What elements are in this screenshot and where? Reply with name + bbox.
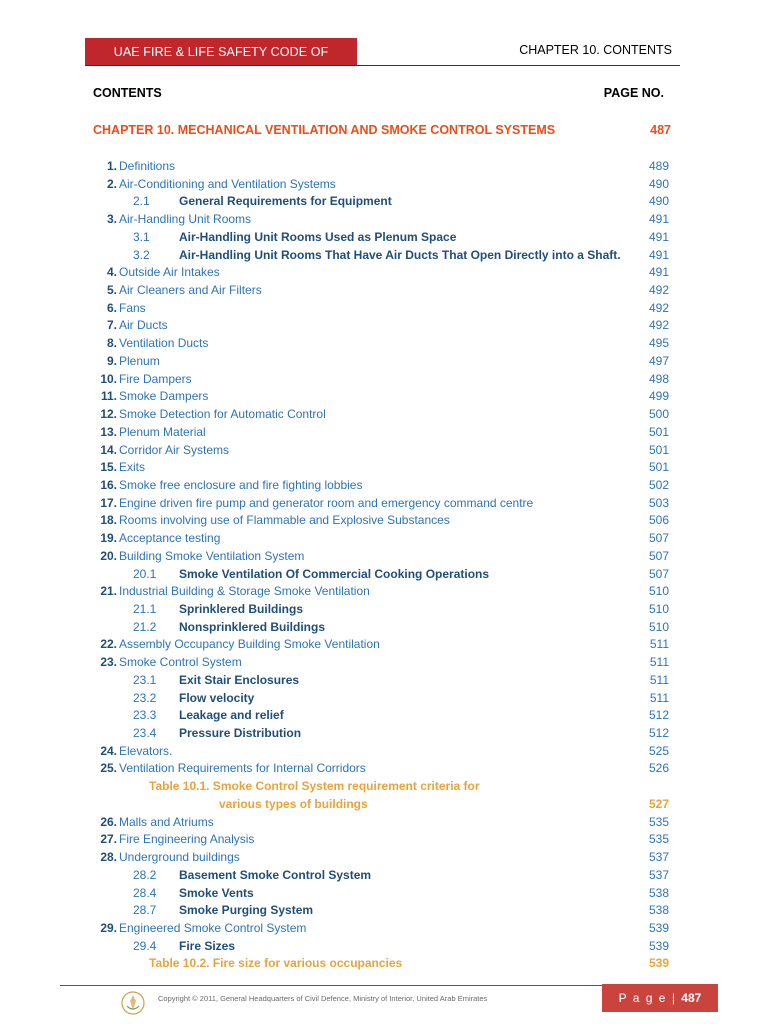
toc-entry-title: Corridor Air Systems (119, 442, 230, 457)
toc-entry-number: 19. (100, 531, 117, 546)
toc-entry-title: Air-Conditioning and Ventilation Systems (119, 176, 336, 191)
toc-entry-number: 21.2 (133, 619, 157, 634)
toc-entry-number: 29.4 (133, 938, 157, 953)
toc-entry-number: 27. (100, 832, 117, 847)
toc-entry[interactable] (93, 443, 669, 460)
toc-entry-number: 17. (100, 495, 117, 510)
toc-entry[interactable] (93, 283, 669, 300)
toc-entry-page: 511 (649, 672, 669, 687)
toc-entry-page: 492 (648, 318, 669, 333)
toc-entry-page: 525 (648, 743, 669, 758)
toc-entry[interactable] (93, 673, 669, 690)
toc-entry[interactable] (93, 939, 669, 956)
toc-entry-title: Fire Sizes (179, 938, 236, 953)
toc-entry[interactable] (93, 531, 669, 548)
toc-entry-title: Definitions (119, 159, 176, 173)
toc-entry[interactable] (93, 407, 669, 424)
toc-entry-page: 495 (648, 336, 669, 351)
toc-entry[interactable] (93, 248, 669, 265)
toc-entry-number: 12. (100, 407, 117, 422)
toc-entry-title: Underground buildings (119, 850, 240, 865)
toc-entry-number: 3. (106, 212, 117, 227)
toc-entry-number: 24. (100, 743, 117, 758)
toc-entry[interactable] (93, 318, 669, 335)
toc-entry[interactable] (93, 691, 669, 708)
toc-entry[interactable] (93, 194, 669, 211)
toc-entry-number: 3.2 (133, 247, 150, 262)
toc-entry-title: Fans (119, 300, 146, 315)
toc-entry[interactable] (93, 567, 669, 584)
toc-entry-number: 23.2 (133, 690, 157, 705)
toc-entry[interactable] (93, 620, 669, 637)
toc-entry-page: 490 (648, 194, 669, 209)
toc-entry-page: 501 (648, 460, 669, 475)
toc-entry-number: 23.4 (133, 726, 157, 741)
toc-entry-number: 10. (100, 371, 117, 386)
toc-entry-title: Smoke Detection for Automatic Control (119, 407, 326, 422)
toc-entry[interactable] (93, 903, 669, 920)
toc-entry-page: 512 (648, 726, 669, 741)
toc-entry-number: 6. (106, 300, 117, 315)
toc-entry-page: 510 (648, 584, 669, 599)
toc-entry[interactable] (93, 602, 669, 619)
toc-entry-title: Air-Handling Unit Rooms (119, 212, 252, 227)
chapter-heading[interactable] (93, 123, 671, 137)
toc-entry-title: Acceptance testing (119, 531, 221, 546)
toc-entry[interactable] (93, 478, 669, 495)
toc-entry-title: Exit Stair Enclosures (179, 672, 300, 687)
toc-entry-page: 507 (648, 531, 669, 546)
toc-entry-title: General Requirements for Equipment (179, 194, 392, 209)
toc-entry[interactable] (93, 584, 669, 601)
toc-entry-title: Table 10.1. Smoke Control System requirement criteria for (149, 779, 480, 794)
toc-entry[interactable] (93, 761, 669, 778)
toc-entry-number: 23.3 (133, 708, 157, 723)
toc-entry-page: 539 (648, 956, 669, 971)
toc-entry-page: 503 (648, 495, 669, 510)
toc-entry-number: 23. (100, 655, 117, 670)
toc-entry-page: 527 (648, 796, 669, 811)
toc-entry[interactable] (93, 868, 669, 885)
toc-entry[interactable] (93, 744, 669, 761)
toc-entry-number: 28.2 (133, 867, 157, 882)
toc-entry-title: Air Ducts (119, 318, 168, 333)
toc-entry-title: Ventilation Ducts (119, 336, 209, 351)
toc-entry-title: Building Smoke Ventilation System (119, 548, 305, 563)
toc-entry-page: 491 (648, 247, 669, 262)
toc-entry[interactable] (93, 496, 669, 513)
toc-entry-page: 535 (648, 814, 669, 829)
chapter-page: 487 (650, 123, 671, 137)
toc-entry-number: 7. (106, 318, 117, 333)
toc-entry-number: 26. (100, 814, 117, 829)
toc-entry-title: Table 10.2. Fire size for various occupancies (149, 956, 403, 971)
toc-entry[interactable] (93, 230, 669, 247)
toc-entry[interactable] (93, 708, 669, 725)
toc-entry-number: 21. (100, 584, 117, 599)
toc-entry-page: 535 (648, 832, 669, 847)
toc-entry[interactable] (93, 212, 669, 229)
chapter-label: CHAPTER 10. CONTENTS (519, 43, 672, 57)
toc-entry-page: 490 (648, 176, 669, 191)
toc-entry-number: 20. (100, 548, 117, 563)
toc-entry-page: 511 (649, 637, 669, 652)
toc-entry-title: Sprinklered Buildings (179, 602, 304, 616)
toc-entry-number: 2. (106, 176, 117, 191)
toc-entry[interactable] (93, 354, 669, 371)
toc-entry[interactable] (93, 655, 669, 672)
toc-entry-title: Smoke Purging System (179, 903, 314, 918)
toc-entry-page: 491 (648, 212, 669, 227)
toc-entry-page: 538 (648, 903, 669, 918)
toc-entry-page: 501 (648, 424, 669, 439)
page-number: 487 (681, 991, 702, 1005)
toc-entry-page: 537 (648, 850, 669, 865)
toc-entry-page: 526 (648, 761, 669, 776)
toc-entry-title: Rooms involving use of Flammable and Explosive Substances (119, 513, 450, 528)
toc-entry-number: 18. (100, 513, 117, 528)
toc-entry-page: 497 (648, 353, 669, 368)
toc-entry-number: 14. (100, 442, 117, 457)
toc-entry-title: Ventilation Requirements for Internal Corridors (119, 761, 366, 776)
toc-entry-page: 506 (648, 513, 669, 528)
toc-entry-page: 489 (648, 159, 669, 173)
toc-entry-page: 510 (648, 602, 669, 616)
copyright-text: Copyright © 2011, General Headquarters of Civil Defence, Ministry of Interior, United Arab Emirates (158, 994, 488, 1003)
toc-entry-number: 16. (100, 477, 117, 492)
toc-entry-number: 1. (106, 159, 117, 173)
page-no-heading: PAGE NO. (603, 86, 664, 100)
column-headings (93, 86, 664, 100)
toc-entry-page: 510 (648, 619, 669, 634)
toc-entry[interactable] (93, 815, 669, 832)
toc-entry[interactable] (93, 921, 669, 938)
toc-entry[interactable] (93, 372, 669, 389)
toc-entry-title: Smoke Dampers (119, 389, 209, 404)
toc-entry[interactable] (93, 850, 669, 867)
toc-entry-page: 511 (649, 690, 669, 705)
toc-entry-title-continued: various types of buildings (219, 796, 368, 811)
chapter-title: CHAPTER 10. MECHANICAL VENTILATION AND SMOKE CONTROL SYSTEMS (93, 123, 556, 137)
toc-entry-number: 5. (106, 283, 117, 298)
toc-entry-number: 21.1 (133, 602, 157, 616)
toc-entry-title: Fire Engineering Analysis (119, 832, 255, 847)
toc-entry-number: 9. (106, 353, 117, 368)
toc-entry-title: Exits (119, 460, 146, 475)
toc-entry-page: 492 (648, 283, 669, 298)
toc-entry-title: Basement Smoke Control System (179, 867, 372, 882)
toc-entry[interactable] (93, 265, 669, 282)
toc-entry[interactable] (93, 460, 669, 477)
toc-entry-title: Smoke free enclosure and fire fighting lobbies (119, 477, 363, 492)
toc-entry[interactable] (93, 301, 669, 318)
toc-entry[interactable] (93, 549, 669, 566)
toc-entry-title: Air-Handling Unit Rooms That Have Air Ducts That Open Directly into a Shaft. (179, 247, 621, 262)
toc-entry-page: 539 (648, 920, 669, 935)
toc-entry-page: 512 (648, 708, 669, 723)
page-number-badge (602, 984, 718, 1012)
toc-entry-page: 492 (648, 300, 669, 315)
toc-entry-number: 11. (100, 389, 117, 404)
toc-entry[interactable] (93, 726, 669, 743)
toc-entry-title: Nonsprinklered Buildings (179, 619, 326, 634)
toc-entry-number: 15. (100, 460, 117, 475)
toc-entry[interactable] (93, 336, 669, 353)
toc-entry-title: Air Cleaners and Air Filters (119, 283, 262, 298)
toc-entry-title: Pressure Distribution (179, 726, 302, 741)
toc-entry-number: 28.7 (133, 903, 157, 918)
toc-entry-number: 4. (106, 265, 117, 280)
toc-entry-page: 501 (648, 442, 669, 457)
toc-entry-number: 2.1 (133, 194, 150, 209)
toc-entry-title: Flow velocity (179, 690, 255, 705)
toc-entry-page: 499 (648, 389, 669, 404)
toc-entry[interactable] (93, 637, 669, 654)
toc-entry-page: 538 (648, 885, 669, 900)
toc-entry-page: 498 (648, 371, 669, 386)
toc-entry-title: Plenum Material (119, 424, 206, 439)
toc-entry-number: 23.1 (133, 672, 157, 687)
toc-entry-title: Malls and Atriums (119, 814, 214, 829)
toc-entry-number: 13. (100, 424, 117, 439)
code-title-badge: UAE FIRE & LIFE SAFETY CODE OF PRACTICE (85, 38, 357, 66)
toc-entry[interactable] (93, 425, 669, 442)
toc-entry[interactable] (93, 779, 669, 814)
toc-entry[interactable] (93, 956, 669, 973)
header-rule (85, 65, 680, 66)
toc-entry-number: 22. (100, 637, 117, 652)
toc-entry-title: Plenum (119, 353, 160, 368)
toc-entry-page: 511 (649, 655, 669, 670)
toc-entry-title: Assembly Occupancy Building Smoke Ventilation (119, 637, 380, 652)
toc-entry-title: Elevators. (119, 743, 173, 758)
toc-entry-title: Industrial Building & Storage Smoke Ventilation (119, 584, 370, 599)
toc-entry-page: 500 (648, 407, 669, 422)
toc-entry[interactable] (93, 159, 669, 176)
toc-entry-number: 28.4 (133, 885, 157, 900)
toc-entry-page: 507 (648, 548, 669, 563)
toc-entry[interactable] (93, 832, 669, 849)
toc-entry-title: Leakage and relief (179, 708, 284, 723)
civil-defence-logo-icon (120, 990, 146, 1016)
toc-entry[interactable] (93, 389, 669, 406)
toc-entry-title: Air-Handling Unit Rooms Used as Plenum Space (179, 229, 457, 244)
toc-entry[interactable] (93, 513, 669, 530)
toc-entry-number: 20.1 (133, 566, 157, 581)
toc-entry-number: 28. (100, 850, 117, 865)
toc-entry-title: Outside Air Intakes (119, 265, 220, 280)
toc-entry-page: 502 (648, 477, 669, 492)
toc-entry-page: 491 (648, 229, 669, 244)
toc-entry-number: 25. (100, 761, 117, 776)
toc-entry-page: 537 (648, 867, 669, 882)
toc-entry-number: 29. (100, 920, 117, 935)
toc-entry-number: 3.1 (133, 229, 150, 244)
toc-entry-title: Smoke Vents (179, 885, 254, 900)
toc-entry-number: 8. (106, 336, 117, 351)
toc-entry-title: Engineered Smoke Control System (119, 920, 307, 935)
contents-heading: CONTENTS (93, 86, 162, 100)
toc-entry-page: 507 (648, 566, 669, 581)
toc-entry-page: 539 (648, 938, 669, 953)
toc-entry-page: 491 (648, 265, 669, 280)
page-label: P a g e | (618, 991, 677, 1005)
toc-entry-title: Smoke Ventilation Of Commercial Cooking Operations (179, 566, 490, 581)
toc-entry-title: Engine driven fire pump and generator room and emergency command centre (119, 495, 534, 510)
toc-entry[interactable] (93, 886, 669, 903)
toc-entry[interactable] (93, 177, 669, 194)
toc-entry-title: Fire Dampers (119, 371, 192, 386)
toc-entry-title: Smoke Control System (119, 655, 242, 670)
